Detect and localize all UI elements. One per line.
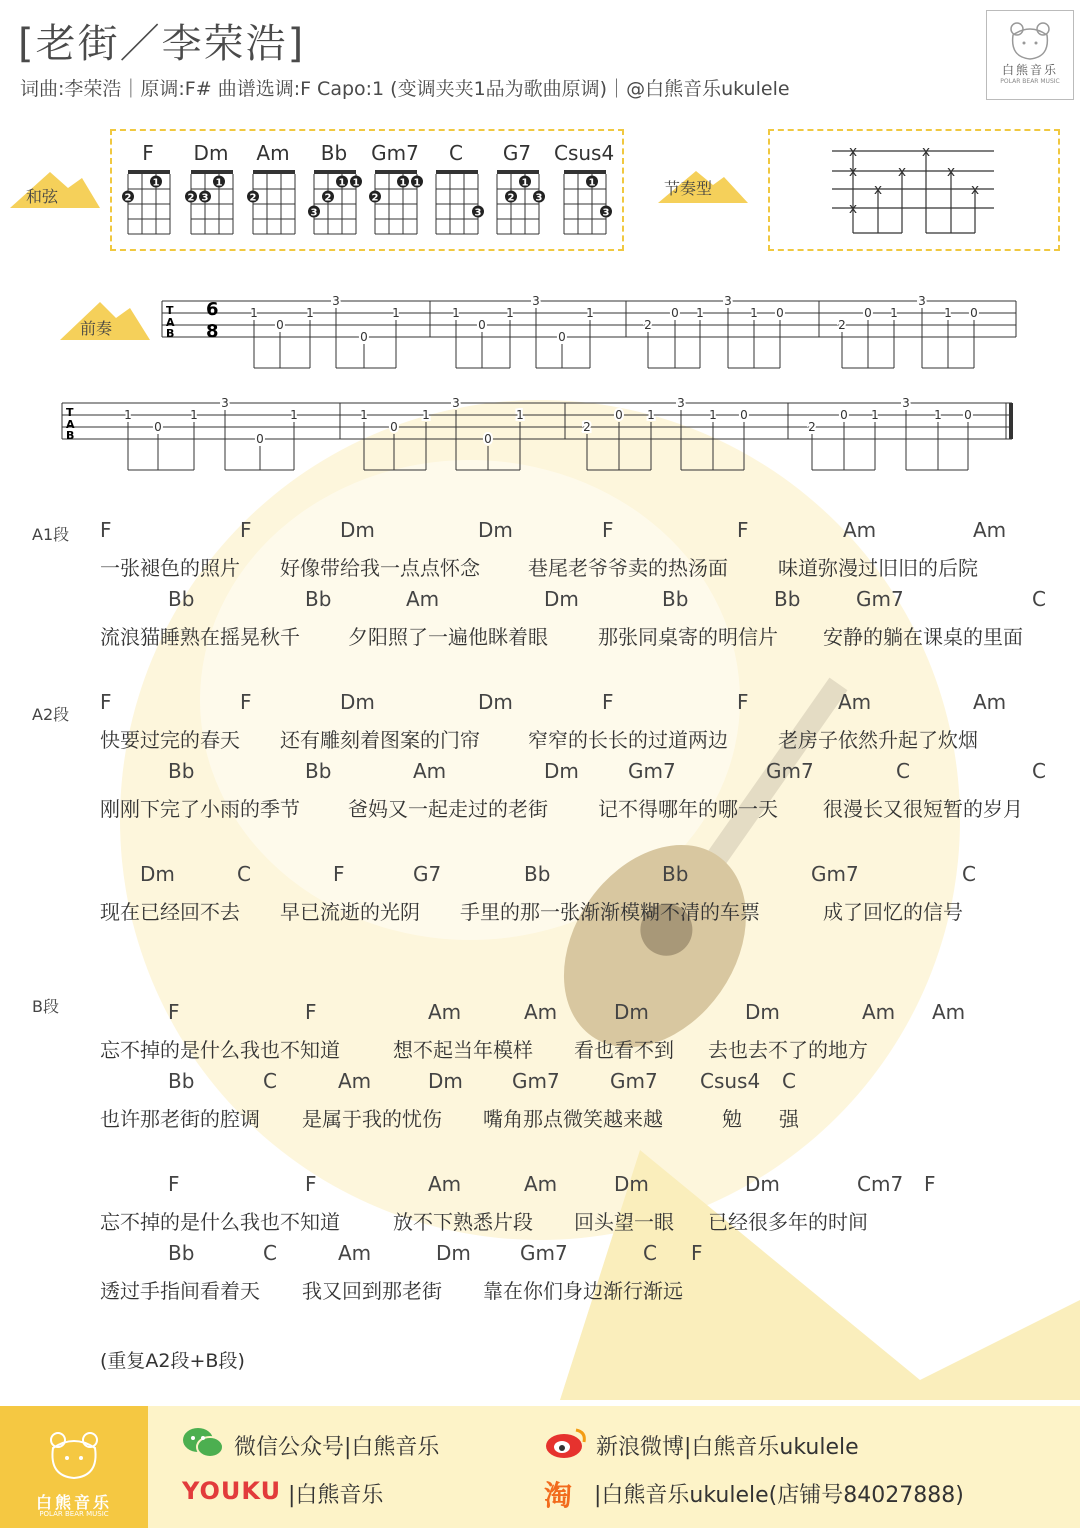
chord-symbol: Bb (168, 1241, 195, 1265)
svg-text:2: 2 (838, 318, 846, 332)
lyric-phrase: 是属于我的忧伤 (302, 1107, 442, 1131)
footer-logo-name: 白熊音乐 (35, 1493, 112, 1512)
svg-text:0: 0 (276, 318, 284, 332)
chord-symbol: F (333, 862, 345, 886)
svg-text:0: 0 (256, 432, 264, 446)
svg-text:0: 0 (970, 306, 978, 320)
chord-symbol: Bb (305, 759, 332, 783)
chord-label-c: C (449, 141, 463, 165)
svg-text:1: 1 (944, 306, 952, 320)
wechat-icon (182, 1426, 224, 1460)
chord-row (0, 518, 1080, 544)
lyric-phrase: 老房子依然升起了炊烟 (778, 728, 978, 752)
lyric-phrase: 流浪猫睡熟在摇晃秋千 (100, 625, 300, 649)
svg-text:3: 3 (918, 294, 926, 308)
chord-symbol: F (602, 518, 614, 542)
svg-text:3: 3 (452, 396, 460, 410)
chord-row (0, 587, 1080, 613)
lyric-phrase: 想不起当年模样 (393, 1038, 533, 1062)
logo-subtitle: POLAR BEAR MUSIC (1000, 78, 1060, 85)
chord-row (0, 1069, 1080, 1095)
svg-text:0: 0 (154, 420, 162, 434)
chord-label-g7: G7 (502, 141, 532, 165)
chord-symbol: Dm (614, 1172, 649, 1196)
svg-text:1: 1 (290, 408, 298, 422)
chord-symbol: F (100, 518, 112, 542)
lyric-phrase: 成了回忆的信号 (823, 900, 963, 924)
lyric-phrase: 已经很多年的时间 (708, 1210, 868, 1234)
chord-symbol: F (737, 690, 749, 714)
svg-text:1: 1 (190, 408, 198, 422)
chord-diagrams (110, 129, 624, 251)
chord-symbol: C (263, 1241, 277, 1265)
chord-symbol: F (168, 1000, 180, 1024)
chord-symbol: Am (428, 1000, 462, 1024)
svg-text:3: 3 (201, 192, 209, 204)
chord-diagram-bb (308, 170, 362, 234)
svg-text:0: 0 (864, 306, 872, 320)
lyric-phrase: 透过手指间看着天 (100, 1279, 260, 1303)
chord-row (0, 862, 1080, 888)
chord-symbol: Am (838, 690, 872, 714)
svg-text:1: 1 (124, 408, 132, 422)
svg-text:B: B (166, 327, 175, 340)
taobao-shop[interactable]: |白熊音乐ukulele(店铺号84027888) (594, 1483, 964, 1508)
lyric-phrase: 巷尾老爷爷卖的热汤面 (528, 556, 728, 580)
chord-symbol: Dm (140, 862, 175, 886)
youku-logo: YOUKU (182, 1477, 282, 1505)
lyric-phrase: 去也去不了的地方 (708, 1038, 868, 1062)
lyric-phrase: 快要过完的春天 (100, 728, 240, 752)
svg-text:2: 2 (644, 318, 652, 332)
chord-diagram-am (247, 170, 295, 234)
lyric-phrase: 放不下熟悉片段 (393, 1210, 533, 1234)
chord-symbol: Bb (524, 862, 551, 886)
lyric-phrase: 回头望一眼 (574, 1210, 674, 1234)
svg-text:1: 1 (360, 408, 368, 422)
lyric-row (0, 793, 1080, 819)
svg-text:0: 0 (740, 408, 748, 422)
svg-text:1: 1 (890, 306, 898, 320)
chord-symbol: Dm (544, 587, 579, 611)
chord-symbol: Dm (340, 518, 375, 542)
lyric-row (0, 724, 1080, 750)
song-title: [老街／李荣浩] (18, 21, 306, 67)
lyric-phrase: 手里的那一张渐渐模糊不清的车票 (460, 900, 760, 924)
rhythm-pattern (768, 129, 1060, 251)
svg-text:x: x (848, 144, 858, 160)
lyric-phrase: 刚刚下完了小雨的季节 (100, 797, 300, 821)
svg-text:1: 1 (750, 306, 758, 320)
chord-symbol: Gm7 (766, 759, 814, 783)
lyric-phrase: 现在已经回不去 (100, 900, 240, 924)
chord-diagram-g7 (497, 170, 545, 234)
svg-text:6: 6 (206, 299, 219, 320)
lyric-row (0, 1275, 1080, 1301)
lyric-phrase: 那张同桌寄的明信片 (598, 625, 778, 649)
chord-symbol: C (962, 862, 976, 886)
svg-text:1: 1 (338, 177, 346, 189)
svg-text:1: 1 (306, 306, 314, 320)
chord-symbol: C (1032, 587, 1046, 611)
svg-text:1: 1 (452, 306, 460, 320)
lyric-phrase: 味道弥漫过旧旧的后院 (778, 556, 978, 580)
svg-text:2: 2 (583, 420, 591, 434)
chord-symbol: G7 (413, 862, 442, 886)
intro-tab-line-2 (60, 392, 1020, 482)
chord-symbol: Gm7 (610, 1069, 658, 1093)
svg-text:B: B (66, 429, 75, 442)
chord-symbol: Am (973, 690, 1007, 714)
chord-symbol: F (168, 1172, 180, 1196)
chord-symbol: Am (428, 1172, 462, 1196)
chord-symbol: Gm7 (811, 862, 859, 886)
lyric-phrase: 很漫长又很短暂的岁月 (823, 797, 1023, 821)
chord-symbol: F (100, 690, 112, 714)
svg-text:A: A (166, 316, 175, 329)
logo-name: 白熊音乐 (1001, 63, 1058, 77)
svg-text:T: T (166, 304, 174, 317)
footer-logo (0, 1406, 148, 1528)
chord-symbol: Bb (774, 587, 801, 611)
chord-symbol: Am (932, 1000, 966, 1024)
svg-text:3: 3 (310, 207, 318, 219)
svg-text:1: 1 (871, 408, 879, 422)
chord-label-bb: Bb (320, 141, 348, 165)
svg-text:3: 3 (677, 396, 685, 410)
chord-symbol: Am (524, 1000, 558, 1024)
svg-text:2: 2 (808, 420, 816, 434)
lyric-row (0, 1034, 1080, 1060)
svg-text:1: 1 (392, 306, 400, 320)
wechat-account[interactable]: 微信公众号|白熊音乐 (234, 1435, 440, 1460)
svg-text:1: 1 (250, 306, 258, 320)
lyric-row (0, 1206, 1080, 1232)
chord-symbol: Dm (745, 1172, 780, 1196)
lyric-row (0, 621, 1080, 647)
chord-symbol: Dm (478, 518, 513, 542)
chord-symbol: Dm (478, 690, 513, 714)
chord-symbol: Am (862, 1000, 896, 1024)
svg-text:x: x (921, 144, 931, 160)
svg-text:2: 2 (124, 192, 132, 204)
section-label: A1段 (32, 525, 70, 544)
lyric-phrase: 忘不掉的是什么我也不知道 (100, 1038, 340, 1062)
svg-text:1: 1 (399, 177, 407, 189)
lyric-phrase: 安静的躺在课桌的里面 (823, 625, 1023, 649)
footer (0, 1406, 1080, 1528)
chord-symbol: Gm7 (628, 759, 676, 783)
svg-text:0: 0 (558, 330, 566, 344)
chord-symbol: F (240, 518, 252, 542)
chord-symbol: Bb (168, 587, 195, 611)
svg-text:0: 0 (390, 420, 398, 434)
svg-text:2: 2 (324, 192, 332, 204)
chord-label-dm: Dm (193, 141, 229, 165)
svg-text:1: 1 (422, 408, 430, 422)
chord-label-am: Am (256, 141, 290, 165)
chord-symbol: F (305, 1172, 317, 1196)
chord-symbol: Bb (168, 759, 195, 783)
lyric-phrase: 强 (779, 1107, 799, 1131)
svg-text:1: 1 (647, 408, 655, 422)
svg-text:0: 0 (671, 306, 679, 320)
chord-label-csus4: Csus4 (554, 141, 615, 165)
svg-text:x: x (946, 164, 956, 180)
section-label: A2段 (32, 705, 70, 724)
rhythm-label: 节奏型 (664, 179, 713, 198)
svg-text:0: 0 (484, 432, 492, 446)
svg-text:2: 2 (371, 192, 379, 204)
bear-icon (1005, 17, 1055, 61)
taobao-icon: 淘 (544, 1479, 573, 1512)
chord-symbol: Dm (340, 690, 375, 714)
chord-symbol: Bb (662, 587, 689, 611)
chord-symbol: Dm (428, 1069, 463, 1093)
chord-symbol: Am (973, 518, 1007, 542)
chord-symbol: Csus4 (700, 1069, 761, 1093)
svg-text:3: 3 (902, 396, 910, 410)
lyric-phrase: 记不得哪年的哪一天 (598, 797, 778, 821)
svg-text:T: T (66, 406, 74, 419)
svg-text:0: 0 (776, 306, 784, 320)
repeat-note: (重复A2段+B段) (100, 1350, 245, 1372)
lyric-phrase: 嘴角那点微笑越来越 (483, 1107, 663, 1131)
svg-text:2: 2 (507, 192, 515, 204)
section-label: B段 (32, 997, 59, 1016)
chord-row (0, 759, 1080, 785)
chord-symbol: Am (524, 1172, 558, 1196)
svg-text:3: 3 (532, 294, 540, 308)
chord-symbol: Dm (614, 1000, 649, 1024)
svg-text:1: 1 (696, 306, 704, 320)
bear-icon (44, 1428, 104, 1480)
svg-text:2: 2 (249, 192, 257, 204)
intro-label: 前奏 (80, 319, 113, 338)
chord-symbol: Am (338, 1241, 372, 1265)
chord-symbol: Cm7 (857, 1172, 904, 1196)
chord-symbol: Dm (745, 1000, 780, 1024)
lyric-phrase: 也许那老街的腔调 (100, 1107, 260, 1131)
chord-symbol: Dm (436, 1241, 471, 1265)
chords-label: 和弦 (26, 187, 59, 206)
song-info: 词曲:李荣浩｜原调:F# 曲谱选调:F Capo:1 (变调夹夹1品为歌曲原调)｜@白熊音乐ukulele (20, 78, 790, 100)
weibo-icon (544, 1426, 588, 1460)
svg-text:x: x (848, 164, 858, 180)
lyric-row (0, 896, 1080, 922)
svg-text:0: 0 (360, 330, 368, 344)
intro-tab-line-1 (160, 290, 1020, 380)
chord-row (0, 1000, 1080, 1026)
svg-text:1: 1 (506, 306, 514, 320)
lyric-phrase: 一张褪色的照片 (100, 556, 240, 580)
weibo-account[interactable]: 新浪微博|白熊音乐ukulele (596, 1435, 859, 1460)
svg-text:3: 3 (221, 396, 229, 410)
lyric-phrase: 还有雕刻着图案的门帘 (280, 728, 480, 752)
chord-symbol: Am (338, 1069, 372, 1093)
lyric-phrase: 爸妈又一起走过的老街 (348, 797, 548, 821)
chord-symbol: C (237, 862, 251, 886)
lyric-phrase: 夕阳照了一遍他眯着眼 (348, 625, 548, 649)
svg-text:3: 3 (535, 192, 543, 204)
lyric-row (0, 1103, 1080, 1129)
chord-symbol: Am (843, 518, 877, 542)
chord-row (0, 1172, 1080, 1198)
svg-text:x: x (970, 182, 980, 198)
chord-symbol: Bb (305, 587, 332, 611)
chord-symbol: Dm (544, 759, 579, 783)
chord-symbol: F (240, 690, 252, 714)
lyric-row (0, 552, 1080, 578)
chord-symbol: F (602, 690, 614, 714)
chord-symbol: F (691, 1241, 703, 1265)
lyric-phrase: 忘不掉的是什么我也不知道 (100, 1210, 340, 1234)
chord-symbol: Gm7 (512, 1069, 560, 1093)
chord-label-f: F (142, 141, 154, 165)
svg-text:x: x (848, 201, 858, 217)
svg-text:1: 1 (586, 306, 594, 320)
chord-diagram-gm7 (369, 170, 423, 234)
chord-diagram-csus4 (564, 170, 612, 234)
svg-text:x: x (897, 164, 907, 180)
chord-row (0, 690, 1080, 716)
chord-symbol: Gm7 (520, 1241, 568, 1265)
footer-logo-subtitle: POLAR BEAR MUSIC (39, 1510, 109, 1518)
svg-text:A: A (66, 418, 75, 431)
chord-diagram-dm (185, 170, 233, 234)
svg-text:2: 2 (187, 192, 195, 204)
chord-symbol: C (1032, 759, 1046, 783)
svg-text:1: 1 (413, 177, 421, 189)
chord-symbol: Bb (168, 1069, 195, 1093)
chord-symbol: Gm7 (856, 587, 904, 611)
chord-symbol: F (305, 1000, 317, 1024)
lyric-phrase: 看也看不到 (574, 1038, 674, 1062)
chord-diagram-f (122, 170, 170, 234)
chord-symbol: C (896, 759, 910, 783)
lyric-phrase: 窄窄的长长的过道两边 (528, 728, 728, 752)
lyric-phrase: 好像带给我一点点怀念 (280, 556, 480, 580)
svg-text:3: 3 (474, 207, 482, 219)
chord-symbol: C (263, 1069, 277, 1093)
chord-symbol: C (643, 1241, 657, 1265)
chord-symbol: Am (413, 759, 447, 783)
chord-diagram-c (436, 170, 484, 234)
lyric-phrase: 勉 (722, 1107, 742, 1131)
chord-symbol: F (924, 1172, 936, 1196)
svg-text:3: 3 (602, 207, 610, 219)
svg-text:0: 0 (478, 318, 486, 332)
chord-label-gm7: Gm7 (371, 141, 419, 165)
svg-text:1: 1 (215, 177, 223, 189)
youku-account[interactable]: |白熊音乐 (288, 1483, 384, 1508)
lyric-phrase: 靠在你们身边渐行渐远 (483, 1279, 683, 1303)
lyric-phrase: 我又回到那老街 (302, 1279, 442, 1303)
chord-symbol: C (782, 1069, 796, 1093)
svg-text:3: 3 (332, 294, 340, 308)
brand-logo (986, 10, 1074, 100)
svg-text:8: 8 (206, 321, 219, 342)
svg-text:1: 1 (516, 408, 524, 422)
chord-symbol: Bb (662, 862, 689, 886)
lyric-phrase: 早已流逝的光阴 (280, 900, 420, 924)
svg-text:1: 1 (934, 408, 942, 422)
svg-text:0: 0 (964, 408, 972, 422)
svg-text:1: 1 (152, 177, 160, 189)
svg-text:0: 0 (615, 408, 623, 422)
svg-text:x: x (873, 182, 883, 198)
svg-text:1: 1 (352, 177, 360, 189)
chord-row (0, 1241, 1080, 1267)
chord-symbol: F (737, 518, 749, 542)
svg-text:1: 1 (588, 177, 596, 189)
svg-text:1: 1 (521, 177, 529, 189)
svg-text:3: 3 (724, 294, 732, 308)
svg-text:1: 1 (709, 408, 717, 422)
svg-text:0: 0 (840, 408, 848, 422)
chord-symbol: Am (406, 587, 440, 611)
